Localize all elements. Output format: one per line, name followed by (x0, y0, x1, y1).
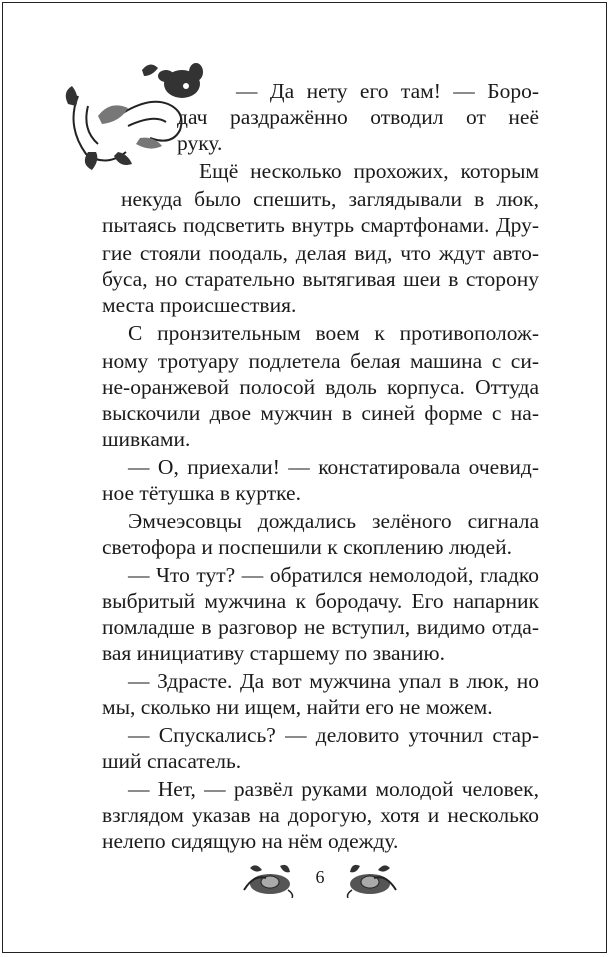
text-line: места происшествия. (102, 293, 297, 317)
text-line: С пронзительным воем к противополож- (128, 321, 539, 345)
text-line: руку. (177, 131, 223, 155)
text-line: — Да нету его там! — Боро- (236, 79, 539, 103)
text-line: выскочили двое мужчин в синей форме с на- (102, 401, 539, 425)
text-line: вая инициативу старшему по званию. (102, 641, 445, 665)
text-line: — О, приехали! — констатировала очевид- (128, 455, 539, 479)
text-line: гие стояли поодаль, делая вид, что ждут авто- (102, 241, 539, 265)
text-line: — Что тут? — обратился немолодой, гладко (128, 563, 539, 587)
text-line: пытаясь подсветить внутрь смартфонами. Дру- (102, 213, 539, 237)
text-line: ному тротуару подлетела белая машина с си- (102, 349, 539, 373)
text-line: ший спасатель. (102, 749, 242, 773)
text-line: не-оранжевой полосой вдоль корпуса. Оттуда (102, 375, 539, 399)
page-number: 6 (315, 867, 325, 887)
text-line: дач раздражённо отводил от неё (177, 105, 539, 129)
text-line: Ещё несколько прохожих, которым (199, 159, 539, 183)
text-line: — Нет, — развёл руками молодой человек, (128, 777, 539, 801)
text-line: светофора и поспешили к скоплению людей. (102, 535, 513, 559)
text-line: помладше в разговор не вступил, видимо отда- (102, 615, 539, 639)
text-line: некуда было спешить, заглядывали в люк, (121, 187, 539, 211)
text-line: шивками. (102, 427, 191, 451)
text-line: взглядом указав на дорогую, хотя и несколько (102, 803, 539, 827)
text-line: Эмчеэсовцы дождались зелёного сигнала (128, 509, 539, 533)
text-line: выбритый мужчина к бородачу. Его напарник (102, 589, 539, 613)
floral-ornament-icon (240, 860, 296, 898)
text-line: мы, сколько ни ищем, найти его не можем. (102, 695, 493, 719)
text-line: ное тётушка в куртке. (102, 481, 301, 505)
text-line: буса, но старательно вытягивая шеи в сторону (102, 267, 539, 291)
floral-ornament-icon (344, 860, 400, 898)
text-line: — Спускались? — деловито уточнил стар- (128, 723, 539, 747)
text-line: нелепо сидящую на нём одежду. (102, 829, 399, 853)
text-line: — Здрасте. Да вот мужчина упал в люк, но (128, 669, 539, 693)
